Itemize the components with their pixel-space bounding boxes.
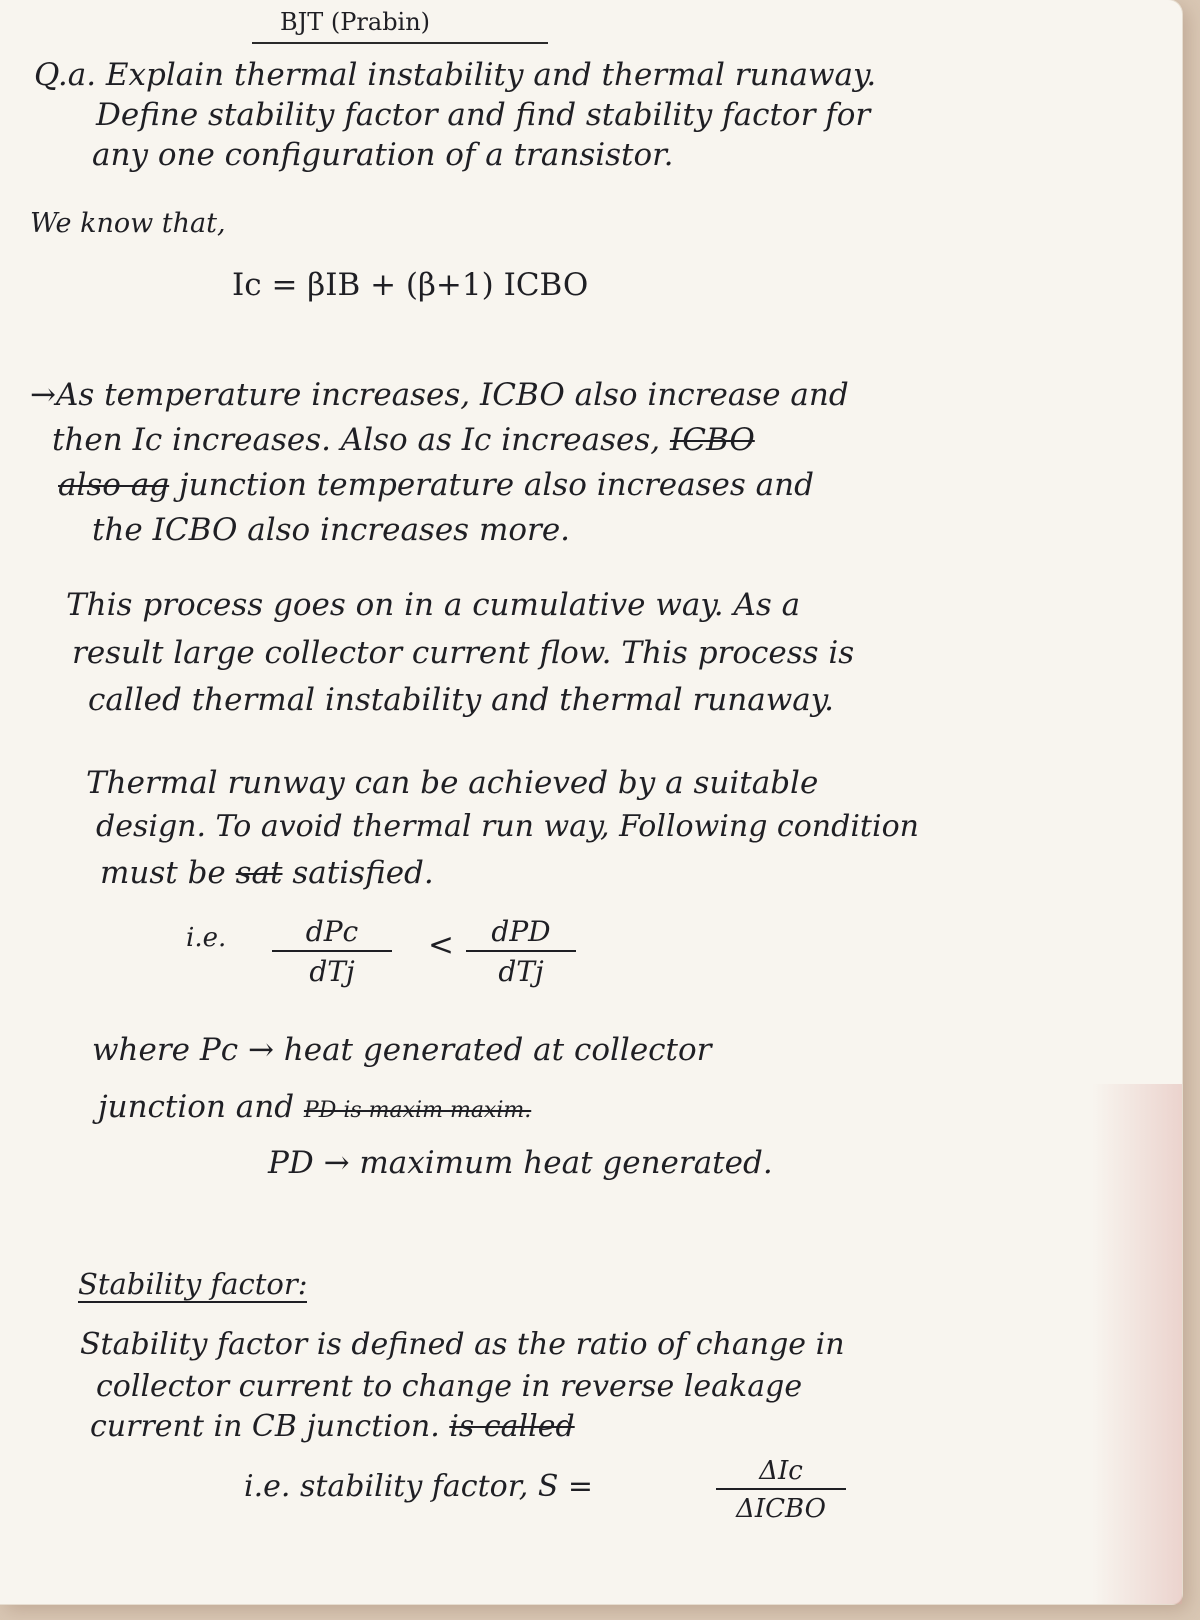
stability-line-1: Stability factor is defined as the ratio of change in xyxy=(80,1327,845,1362)
para1-line-1: →As temperature increases, ICBO also increase and xyxy=(30,377,849,413)
stability-formula-numerator: ΔIc xyxy=(716,1458,846,1490)
para2-line-1: This process goes on in a cumulative way. As a xyxy=(66,587,801,623)
question-line-3: any one configuration of a transistor. xyxy=(92,137,674,173)
condition-rhs-numerator: dPD xyxy=(466,918,576,952)
stability-heading: Stability factor: xyxy=(78,1267,308,1301)
stability-line-3-struck: is called xyxy=(449,1409,575,1444)
stability-line-2: collector current to change in reverse leakage xyxy=(96,1369,803,1404)
condition-lhs-numerator: dPc xyxy=(272,918,392,952)
para3-line-3-post: satisfied. xyxy=(292,855,434,891)
page-edge-tint xyxy=(1092,1084,1182,1604)
stability-formula-denominator: ΔICBO xyxy=(736,1494,826,1524)
header-underline xyxy=(252,42,548,44)
stability-line-3-text: current in CB junction. xyxy=(90,1409,440,1444)
stability-formula-fraction xyxy=(716,1458,846,1522)
condition-relation: < xyxy=(428,927,454,963)
condition-ie: i.e. xyxy=(186,923,227,953)
para1-line-3-text: junction temperature also increases and xyxy=(179,467,814,503)
stability-formula-label: i.e. stability factor, S = xyxy=(244,1469,594,1504)
where-line-2 xyxy=(98,1089,532,1125)
stability-line-3 xyxy=(90,1409,575,1444)
where-line-2-pre: junction and xyxy=(98,1089,295,1125)
para3-line-3-struck: sat xyxy=(235,855,283,891)
equation-ic: Ic = βIB + (β+1) ICBO xyxy=(232,267,589,303)
para3-line-2: design. To avoid thermal run way, Following condition xyxy=(96,809,919,844)
para1-line-2-struck: ICBO xyxy=(670,422,755,458)
condition-lhs-fraction xyxy=(272,915,392,988)
para2-line-2: result large collector current flow. This process is xyxy=(72,635,855,671)
para1-line-3-struck: also ag xyxy=(58,467,170,503)
question-line-1: Q.a. Explain thermal instability and thermal runaway. xyxy=(34,57,877,93)
where-line-2-struck: PD is maxim maxim. xyxy=(303,1098,532,1123)
answer-intro: We know that, xyxy=(30,208,226,239)
where-line-1: where Pc → heat generated at collector xyxy=(92,1032,712,1068)
condition-lhs-denominator: dTj xyxy=(309,955,355,988)
question-line-2: Define stability factor and find stability factor for xyxy=(96,97,871,133)
para1-line-2-text: then Ic increases. Also as Ic increases, xyxy=(52,422,661,458)
page-header: BJT (Prabin) xyxy=(280,8,431,36)
para3-line-3-pre: must be xyxy=(100,855,226,891)
para3-line-3 xyxy=(100,855,434,891)
para3-line-1: Thermal runway can be achieved by a suitable xyxy=(86,765,819,801)
para1-line-3 xyxy=(58,467,814,503)
condition-rhs-fraction xyxy=(466,915,576,988)
para2-line-3: called thermal instability and thermal runaway. xyxy=(88,682,834,718)
para1-line-2 xyxy=(52,422,755,458)
where-line-3: PD → maximum heat generated. xyxy=(268,1145,773,1181)
para1-line-4: the ICBO also increases more. xyxy=(92,512,571,548)
condition-rhs-denominator: dTj xyxy=(498,955,544,988)
